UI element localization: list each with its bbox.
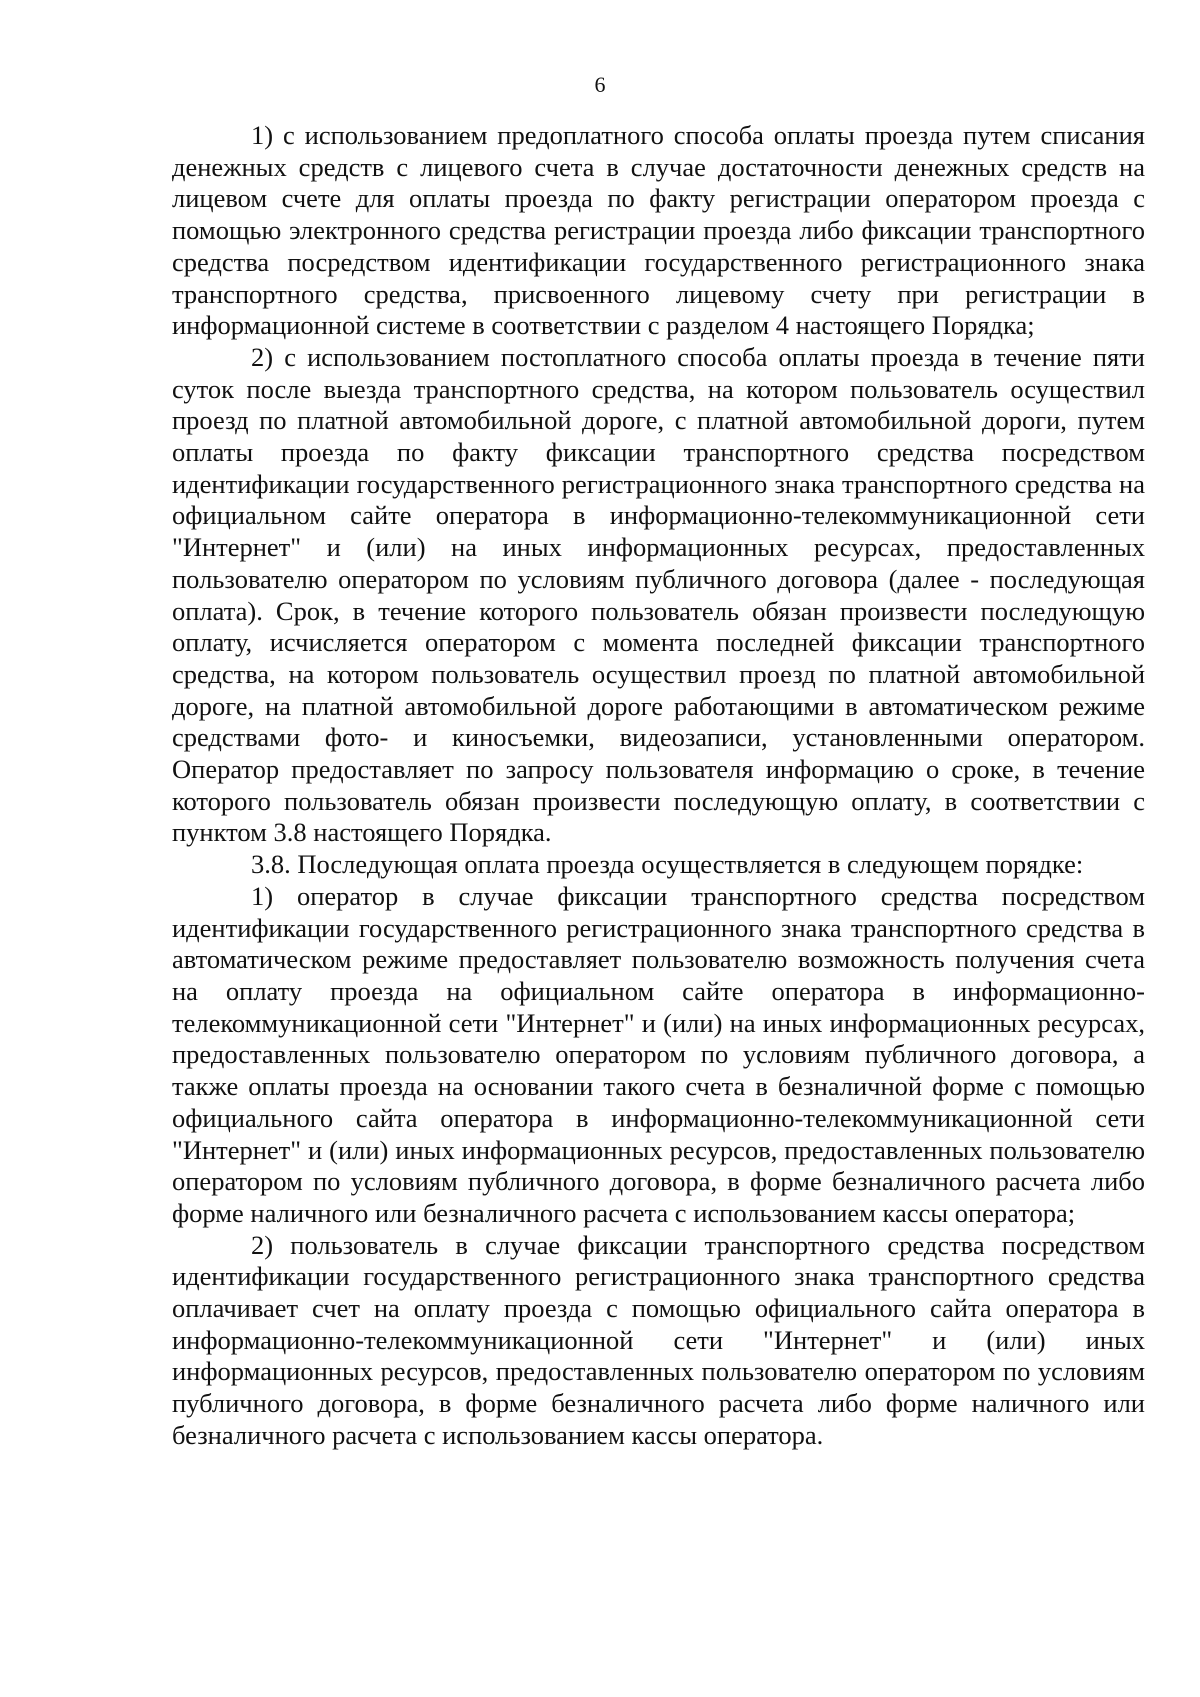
- paragraph-section-3-8: 3.8. Последующая оплата проезда осуществляется в следующем порядке:: [251, 849, 1084, 880]
- paragraph-user-payment: 2) пользователь в случае фиксации транспортного средства посредством идентификации государственного регистрационного знака транспортного средства оплачивает счет на оплату проезда с помощью официального сайта оператора в информационно-телекоммуникационной сети "Интернет" и (или) иных информационных ресурсов, предоставленных пользователю оператором по условиям публичного договора, в форме безналичного расчета либо форме наличного или безналичного расчета с использованием кассы оператора.: [172, 1229, 1145, 1450]
- document-body: [172, 120, 1145, 1452]
- page-number: 6: [594, 72, 606, 97]
- paragraph-prepaid-method: 1) с использованием предоплатного способа оплаты проезда путем списания денежных средств с лицевого счета в случае достаточности денежных средств на лицевом счете для оплаты проезда по факту регистрации оператором проезда с помощью электронного средства регистрации проезда либо фиксации транспортного средства посредством идентификации государственного регистрационного знака транспортного средства, присвоенного лицевому счету при регистрации в информационной системе в соответствии с разделом 4 настоящего Порядка;: [172, 120, 1145, 341]
- paragraph-operator-duty: 1) оператор в случае фиксации транспортного средства посредством идентификации государственного регистрационного знака транспортного средства в автоматическом режиме предоставляет пользователю возможность получения счета на оплату проезда на официальном сайте оператора в информационно-телекоммуникационной сети "Интернет" и (или) на иных информационных ресурсах, предоставленных пользователю оператором по условиям публичного договора, а также оплаты проезда на основании такого счета в безналичной форме с помощью официального сайта оператора в информационно-телекоммуникационной сети "Интернет" и (или) иных информационных ресурсов, предоставленных пользователю оператором по условиям публичного договора, в форме безналичного расчета либо форме наличного или безналичного расчета с использованием кассы оператора;: [172, 880, 1145, 1228]
- paragraph-postpaid-method: 2) с использованием постоплатного способа оплаты проезда в течение пяти суток после выезда транспортного средства, на котором пользователь осуществил проезд по платной автомобильной дороге, с платной автомобильной дороги, путем оплаты проезда по факту фиксации транспортного средства посредством идентификации государственного регистрационного знака транспортного средства на официальном сайте оператора в информационно-телекоммуникационной сети "Интернет" и (или) на иных информационных ресурсах, предоставленных пользователю оператором по условиям публичного договора (далее - последующая оплата). Срок, в течение которого пользователь обязан произвести последующую оплату, исчисляется оператором с момента последней фиксации транспортного средства, на котором пользователь осуществил проезд по платной автомобильной дороге, на платной автомобильной дороге работающими в автоматическом режиме средствами фото- и киносъемки, видеозаписи, установленными оператором. Оператор предоставляет по запросу пользователя информацию о сроке, в течение которого пользователь обязан произвести последующую оплату, в соответствии с пунктом 3.8 настоящего Порядка.: [172, 341, 1145, 848]
